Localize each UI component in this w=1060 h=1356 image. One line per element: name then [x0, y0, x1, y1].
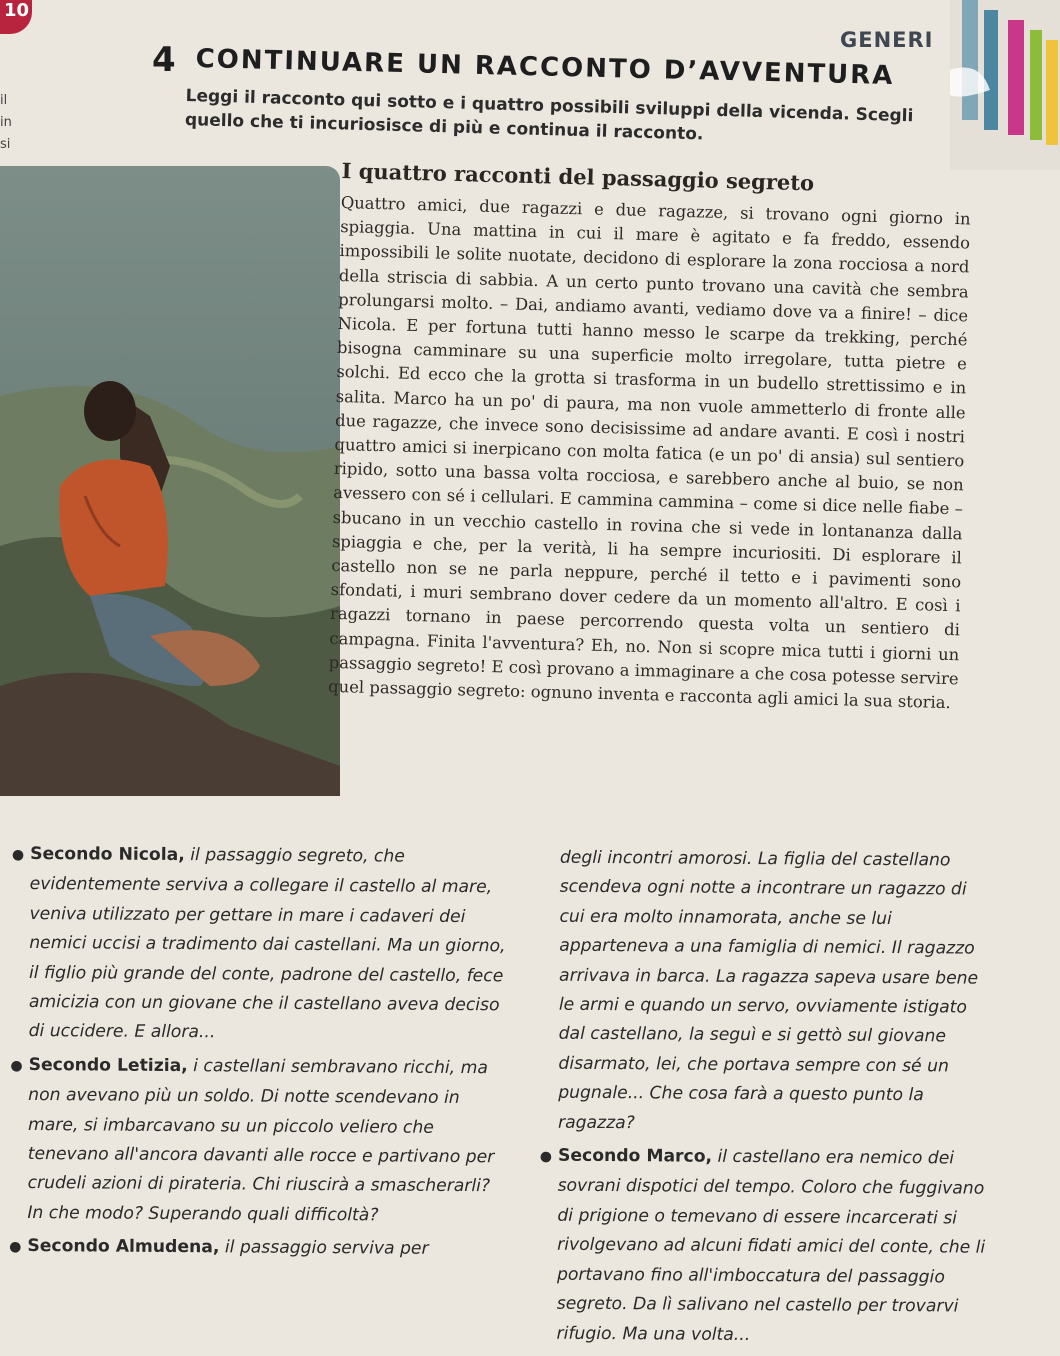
margin-fragment: in [0, 115, 12, 130]
ending-text: il castellano era nemico dei sovrani dispotici del tempo. Coloro che fuggivano di prigione o temevano di essere incarcerati si rivolgevano ad alcuni fidati amici del conte, che li portavano fino all'imboccatura del passaggio segreto. Da lì salivano nel castello per trovarvi rifugio. Ma una volta... [556, 1146, 986, 1345]
story-title: I quattro racconti del passaggio segreto [341, 158, 815, 196]
genre-label: GENERI [840, 28, 934, 52]
margin-edge-text [0, 90, 12, 156]
endings-column-left [9, 840, 510, 1270]
ending-text: i castellani sembravano ricchi, ma non avevano più un soldo. Di notte scendevano in mare, si imbarcavano su un piccolo veliero che tenevano all'ancora davanti alle rocce e partivano per crudeli azioni di pirateria. Chi riuscirà a smascherarli? In che modo? Superando quali difficoltà? [27, 1055, 495, 1226]
ending-author: Secondo Nicola, [30, 844, 185, 866]
ending-almudena [9, 1232, 507, 1266]
margin-fragment: si [0, 137, 11, 152]
ending-author: Secondo Letizia, [28, 1054, 188, 1076]
exercise-number: 4 [152, 40, 176, 80]
exercise-title: CONTINUARE UN RACCONTO D’AVVENTURA [195, 44, 895, 92]
exercise-instructions: Leggi il racconto qui sotto e i quattro possibili sviluppi della vicenda. Scegli quello che ti incuriosisce di più e continua il racconto. [184, 85, 914, 145]
story-section [328, 158, 972, 716]
ending-text: il passaggio serviva per [224, 1237, 429, 1260]
margin-fragment: il [0, 93, 8, 108]
ending-text: degli incontri amorosi. La figlia del castellano scendeva ogni notte a incontrare un ragazzo di cui era molto innamorata, anche se lui apparteneva a una famiglia di nemici. Il ragazzo arrivava in barca. La ragazza sapeva usare bene le armi e quando un servo, ovviamente istigato dal castellano, la seguì e si gettò sul giovane disarmato, lei, che portava sempre con sé un pugnale... Che cosa farà a questo punto la ragazza? [557, 847, 979, 1133]
ending-author: Secondo Marco, [557, 1145, 713, 1167]
decorative-pencils-image [950, 0, 1060, 170]
page-number: 10 [0, 0, 32, 34]
ending-almudena-continued [558, 844, 990, 1141]
story-endings [9, 840, 986, 1345]
bullet-icon: ● [11, 846, 25, 863]
story-body: Quattro amici, due ragazzi e due ragazze, si trovano ogni giorno in spiaggia. Una mattina in cui il mare è agitato e fa freddo, essendo impossibili le solite nuotate, decidono di esplorare la zona rocciosa a nord della striscia di sabbia. A un certo punto trovano una cavità che sembra prolungarsi molto. – Dai, andiamo avanti, vediamo dove va a finire! – dice Nicola. E per fortuna tutti hanno messo le scarpe da trekking, perché bisogna camminare su una superficie molto irregolare, tutta pietre e solchi. Ed ecco che la grotta si trasforma in un budello strettissimo e in salita. Marco ha un po' di paura, ma non vuole ammetterlo di fronte alle due ragazze, che invece sono decisissime ad andare avanti. E così i nostri quattro amici si inerpicano con molta fatica (e un po' di ansia) sul sentiero ripido, sotto una bassa volta rocciosa, e sarebbero anche al buio, se non avessero con sé i cellulari. E cammina cammina – come si dice nelle fiabe – sbucano in un vecchio castello in rovina che si vede in lontananza dalla spiaggia e che, per la verità, li ha sempre incuriositi. Di esplorare il castello non se ne parla neppure, perché il tetto e i pavimenti sono sfondati, i muri sembrano dover cedere da un momento all'altro. E così i ragazzi tornano in paese percorrendo questa volta un sentiero di campagna. Finita l'avventura? Eh, no. Non si scopre mica tutti i giorni un passaggio segreto! E così provano a immaginare a che cosa potesse servire quel passaggio segreto: ognuno inventa e racconta agli amici la sua storia. [327, 192, 971, 713]
endings-column-right [539, 844, 990, 1356]
ending-nicola [11, 840, 510, 1050]
bullet-icon: ● [9, 1239, 22, 1256]
bullet-icon: ● [10, 1057, 23, 1074]
ending-author: Secondo Almudena, [27, 1236, 220, 1258]
ending-letizia [10, 1051, 508, 1232]
story-illustration [0, 166, 340, 796]
ending-text: il passaggio segreto, che evidentemente serviva a collegare il castello al mare, veniva utilizzato per gettare in mare i cadaveri dei nemici uccisi a tradimento dai castellani. Ma un giorno, il figlio più grande del conte, padrone del castello, fece amicizia con un giovane che il castellano aveva deciso di uccidere. E allora... [28, 845, 506, 1043]
ending-marco [539, 1142, 987, 1352]
bullet-icon: ● [539, 1148, 553, 1165]
